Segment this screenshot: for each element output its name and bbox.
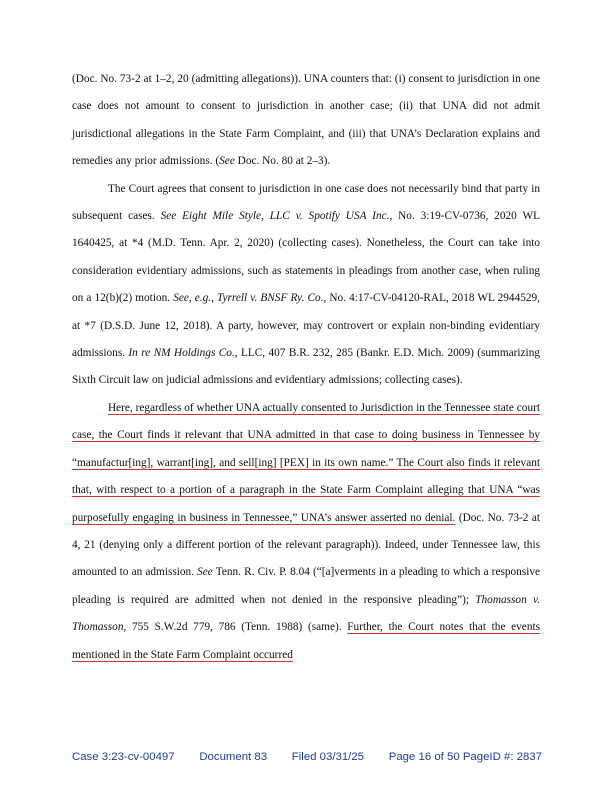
footer-page-id: Page 16 of 50 PageID #: 2837	[388, 751, 542, 763]
paragraph	[72, 176, 540, 395]
highlighted-text: Here, regardless of whether UNA actually consented to Jurisdiction in the Tennessee state court case, the Court finds it relevant that UNA admitted in that case to doing business in Tennessee by “manufactur[ing], warrant[ing], and sell[ing] [PEX] in its own name.” The Court also finds it relevant that, with respect to a portion of a paragraph in the State Farm Complaint alleging that UNA “was purposefully engaging in business in Tennessee,” UNA’s answer asserted no denial.	[72, 401, 540, 524]
text-segment: , LLC, 407 B.R. 232, 285 (Bankr. E.D. Mich. 2009) (summarizing Sixth Circuit law on judicial admissions and evidentiary admissions; collecting cases).	[72, 347, 540, 387]
text-segment: , 755 S.W.2d 779, 786 (Tenn. 1988) (same).	[123, 621, 348, 634]
text-segment: Doc. No. 80 at 2–3).	[234, 155, 331, 168]
citation-text: Tyrrell v. BNSF Ry. Co.	[217, 292, 324, 305]
citation-text: See, e.g.	[173, 292, 212, 305]
footer-document-number: Document 83	[199, 751, 268, 763]
paragraph	[72, 395, 540, 669]
highlighted-text: Further, the Court notes that the events mentioned in the State Farm Complaint occurred	[72, 621, 541, 661]
document-body	[72, 66, 540, 669]
text-segment: (Doc. No. 73-2 at 4, 21 (denying only a different portion of the relevant paragraph)). Indeed, under Tennessee law, this amounted to an admission.	[72, 511, 540, 579]
paragraph	[72, 66, 540, 176]
text-segment: (Doc. No. 73-2 at 1–2, 20 (admitting allegations)). UNA counters that: (i) consent to jurisdiction in one case does not amount to consent to jurisdiction in another case; (ii) that UNA did not admit jurisdictional allegations in the State Farm Complaint, and (iii) that UNA’s Declaration explains and remedies any prior admissions. (	[72, 73, 540, 168]
case-footer	[72, 751, 542, 763]
text-segment: ,	[211, 292, 218, 305]
citation-text: See	[197, 566, 213, 579]
text-segment: The Court agrees that consent to jurisdiction in one case does not necessarily bind that party in subsequent cases.	[72, 182, 540, 223]
footer-filed-date: Filed 03/31/25	[291, 751, 364, 763]
text-segment: Tenn. R. Civ. P. 8.04 (“[a]verments in a pleading to which a responsive pleading is required are admitted when not denied in the responsive pleading”);	[72, 566, 541, 606]
citation-text: Thomasson v. Thomasson	[72, 593, 540, 634]
citation-text: See Eight Mile Style, LLC v. Spotify USA Inc.	[160, 210, 390, 223]
footer-case-number: Case 3:23-cv-00497	[72, 751, 175, 763]
citation-text: In re NM Holdings Co.	[128, 347, 235, 360]
text-segment: , No. 3:19-CV-0736, 2020 WL 1640425, at *4 (M.D. Tenn. Apr. 2, 2020) (collecting cases). Nonetheless, the Court can take into consideration evidentiary admissions, such as statements in pleadings from another case, when ruling on a 12(b)(2) motion.	[72, 210, 541, 305]
citation-text: See	[219, 155, 235, 168]
text-segment: , No. 4:17-CV-04120-RAL, 2018 WL 2944529, at *7 (D.S.D. June 12, 2018). A party, however, may controvert or explain non-binding evidentiary admissions.	[72, 292, 540, 360]
